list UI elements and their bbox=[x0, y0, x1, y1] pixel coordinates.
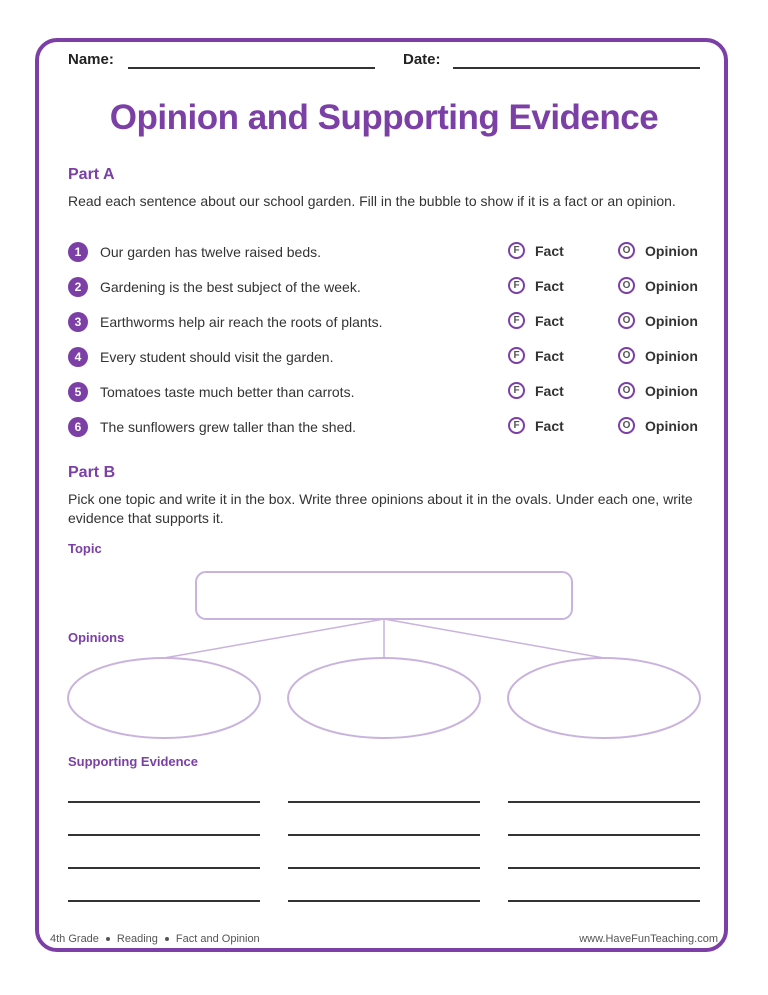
opinion-label: Opinion bbox=[645, 348, 698, 364]
opinion-bubble[interactable]: O bbox=[618, 347, 635, 364]
connector-left bbox=[164, 619, 384, 658]
statement-text: Gardening is the best subject of the week. bbox=[100, 279, 361, 295]
item-number: 4 bbox=[68, 347, 88, 367]
footer-grade: 4th Grade bbox=[50, 933, 99, 945]
statement-row bbox=[68, 416, 708, 438]
supporting-evidence-label: Supporting Evidence bbox=[68, 754, 199, 769]
opinion-label: Opinion bbox=[645, 418, 698, 434]
item-number: 2 bbox=[68, 277, 88, 297]
evidence-line-col-1[interactable] bbox=[68, 900, 260, 902]
fact-bubble[interactable]: F bbox=[508, 382, 525, 399]
opinion-bubble[interactable]: O bbox=[618, 382, 635, 399]
fact-bubble[interactable]: F bbox=[508, 312, 525, 329]
statement-text: Every student should visit the garden. bbox=[100, 349, 334, 365]
statement-row bbox=[68, 276, 708, 298]
evidence-line-col-1[interactable] bbox=[68, 834, 260, 836]
item-number: 6 bbox=[68, 417, 88, 437]
fact-bubble[interactable]: F bbox=[508, 242, 525, 259]
evidence-line-col-1[interactable] bbox=[68, 801, 260, 803]
bullet-icon bbox=[165, 937, 169, 941]
statement-text: The sunflowers grew taller than the shed. bbox=[100, 419, 357, 435]
date-line[interactable] bbox=[453, 67, 700, 69]
opinion-bubble[interactable]: O bbox=[618, 417, 635, 434]
name-label: Name: bbox=[68, 51, 114, 68]
fact-label: Fact bbox=[535, 418, 564, 434]
opinion-diagram bbox=[0, 560, 768, 745]
part-a-instructions: Read each sentence about our school garden. Fill in the bubble to show if it is a fact or an opinion. bbox=[68, 193, 676, 209]
footer-breadcrumb bbox=[50, 933, 260, 945]
evidence-line-col-2[interactable] bbox=[288, 900, 480, 902]
fact-bubble[interactable]: F bbox=[508, 277, 525, 294]
opinion-label: Opinion bbox=[645, 313, 698, 329]
statement-row bbox=[68, 311, 708, 333]
statement-row bbox=[68, 381, 708, 403]
evidence-line-col-2[interactable] bbox=[288, 834, 480, 836]
item-number: 5 bbox=[68, 382, 88, 402]
statement-text: Earthworms help air reach the roots of plants. bbox=[100, 314, 383, 330]
footer-topic: Fact and Opinion bbox=[175, 933, 260, 945]
item-number: 1 bbox=[68, 242, 88, 262]
opinion-bubble[interactable]: O bbox=[618, 242, 635, 259]
evidence-line-col-3[interactable] bbox=[508, 867, 700, 869]
bullet-icon bbox=[106, 937, 110, 941]
topic-box[interactable] bbox=[196, 572, 572, 619]
statement-text: Our garden has twelve raised beds. bbox=[100, 244, 322, 260]
part-a-heading: Part A bbox=[68, 166, 115, 183]
fact-label: Fact bbox=[535, 243, 564, 259]
statement-row bbox=[68, 241, 708, 263]
fact-label: Fact bbox=[535, 313, 564, 329]
fact-bubble[interactable]: F bbox=[508, 347, 525, 364]
opinion-label: Opinion bbox=[645, 383, 698, 399]
opinion-bubble[interactable]: O bbox=[618, 277, 635, 294]
footer-website: www.HaveFunTeaching.com bbox=[579, 933, 718, 945]
statement-text: Tomatoes taste much better than carrots. bbox=[100, 384, 355, 400]
part-b-instructions: Pick one topic and write it in the box. Write three opinions about it in the ovals. Under each one, write evidence that supports it. bbox=[68, 491, 693, 526]
opinions-label: Opinions bbox=[68, 630, 125, 645]
opinion-label: Opinion bbox=[645, 243, 698, 259]
item-number: 3 bbox=[68, 312, 88, 332]
fact-bubble[interactable]: F bbox=[508, 417, 525, 434]
page-title: Opinion and Supporting Evidence bbox=[109, 98, 659, 137]
opinion-bubble[interactable]: O bbox=[618, 312, 635, 329]
statement-row bbox=[68, 346, 708, 368]
date-label: Date: bbox=[403, 51, 441, 68]
opinion-label: Opinion bbox=[645, 278, 698, 294]
opinion-oval-3[interactable] bbox=[508, 658, 700, 738]
evidence-line-col-1[interactable] bbox=[68, 867, 260, 869]
evidence-line-col-3[interactable] bbox=[508, 801, 700, 803]
connector-right bbox=[384, 619, 604, 658]
fact-label: Fact bbox=[535, 348, 564, 364]
fact-label: Fact bbox=[535, 278, 564, 294]
footer-subject: Reading bbox=[116, 933, 158, 945]
evidence-line-col-3[interactable] bbox=[508, 834, 700, 836]
topic-label: Topic bbox=[68, 541, 102, 556]
evidence-line-col-2[interactable] bbox=[288, 801, 480, 803]
fact-label: Fact bbox=[535, 383, 564, 399]
name-line[interactable] bbox=[128, 67, 375, 69]
part-b-heading: Part B bbox=[68, 464, 116, 481]
evidence-line-col-2[interactable] bbox=[288, 867, 480, 869]
evidence-line-col-3[interactable] bbox=[508, 900, 700, 902]
opinion-oval-1[interactable] bbox=[68, 658, 260, 738]
opinion-oval-2[interactable] bbox=[288, 658, 480, 738]
